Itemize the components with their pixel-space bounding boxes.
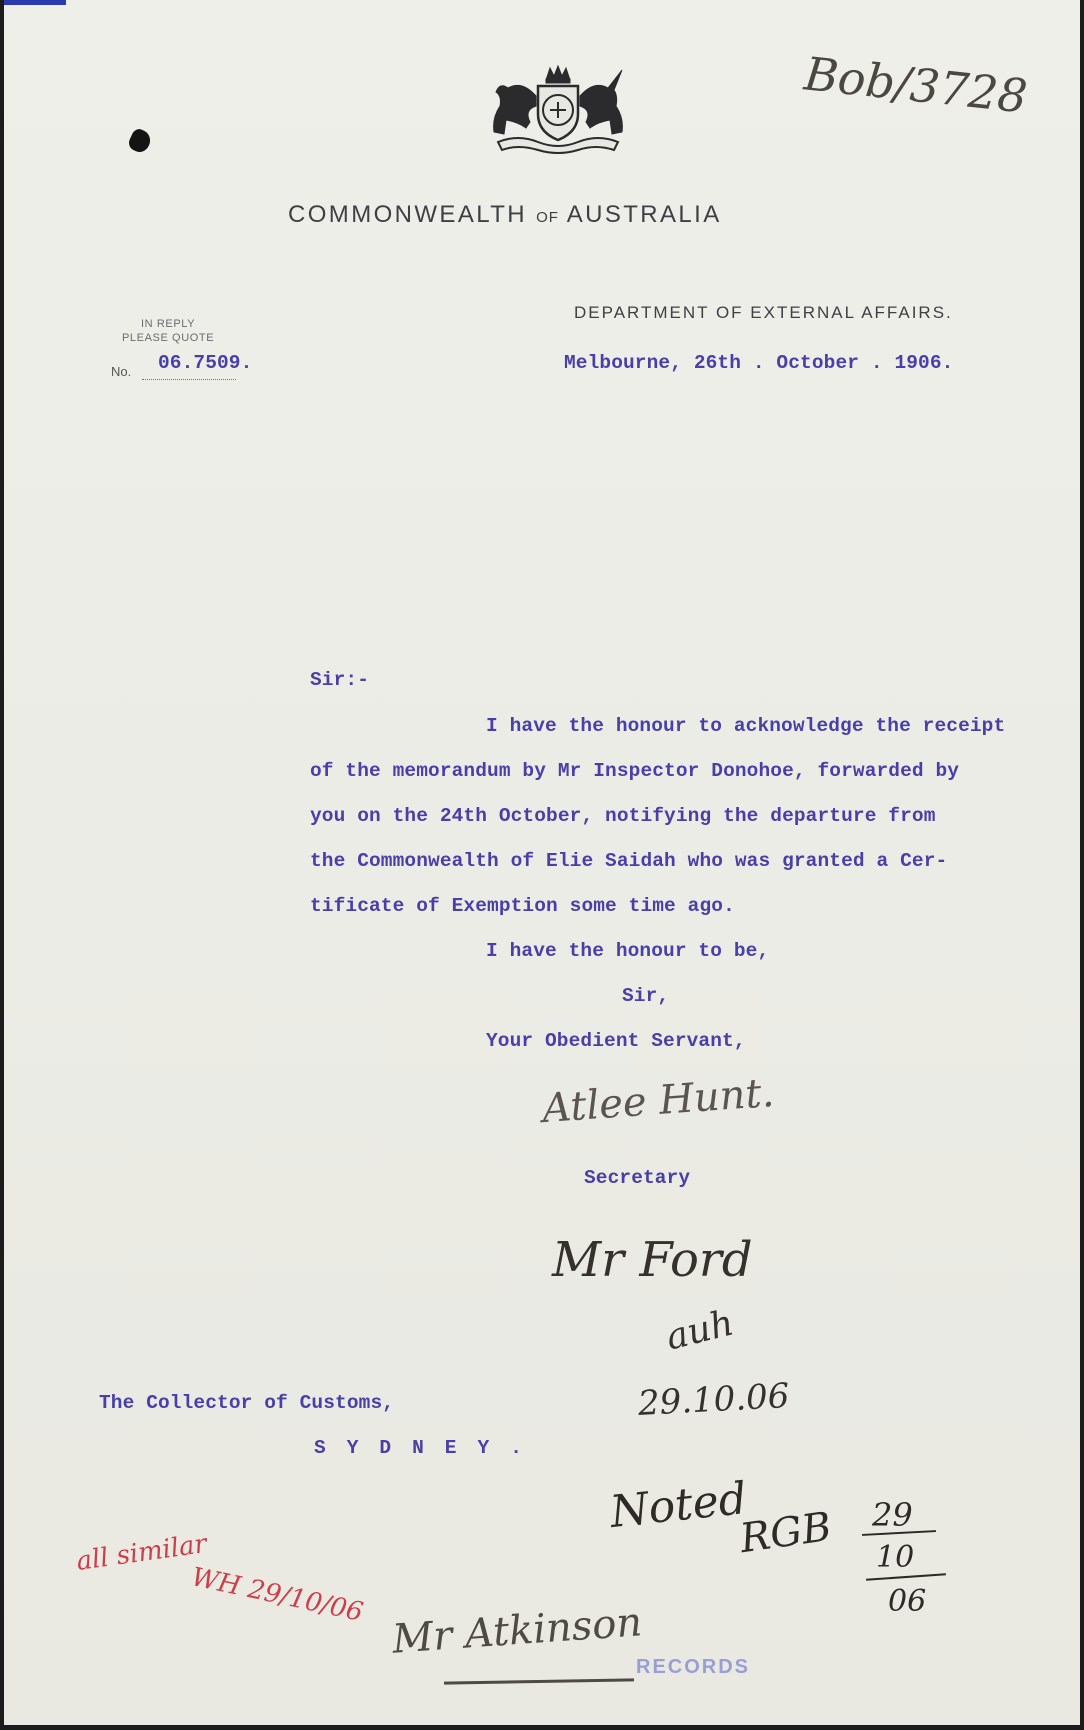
records-stamp: RECORDS (636, 1656, 751, 1678)
blue-corner-mark (4, 0, 66, 5)
addressee-line-2: SYDNEY. (314, 1437, 543, 1459)
annotation-fraction-bottom: 06 (888, 1584, 927, 1619)
body-line-2: of the memorandum by Mr Inspector Donohoe, forwarded by (310, 760, 960, 782)
annotation-red-date: WH 29/10/06 (188, 1562, 366, 1628)
annotation-atkinson: Mr Atkinson (390, 1599, 644, 1663)
body-line-1: I have the honour to acknowledge the receipt (486, 715, 1006, 737)
letter-sheet (4, 0, 1080, 1725)
department-heading: DEPARTMENT OF EXTERNAL AFFAIRS. (574, 303, 953, 322)
letterhead-word-australia: AUSTRALIA (566, 201, 722, 228)
number-dotted-rule (142, 379, 236, 380)
file-annotation: Bob/3728 (801, 46, 1030, 124)
reference-number: 06.7509. (158, 352, 253, 374)
letterhead-word-commonwealth: COMMONWEALTH (288, 201, 528, 228)
annotation-date: 29.10.06 (637, 1376, 791, 1424)
salutation: Sir:- (310, 669, 370, 691)
body-line-3: you on the 24th October, notifying the departure from (310, 805, 936, 827)
annotation-fraction-mid: 10 (876, 1540, 915, 1575)
reply-instruction (122, 317, 214, 345)
annotation-noted: Noted (607, 1472, 750, 1539)
body-line-4: the Commonwealth of Elie Saidah who was granted a Cer- (310, 850, 948, 872)
letterhead-title (288, 201, 722, 229)
reply-line-2: PLEASE QUOTE (122, 332, 215, 344)
date-line: Melbourne, 26th . October . 1906. (564, 352, 954, 374)
reply-line-1: IN REPLY (141, 318, 196, 330)
addressee-line-1: The Collector of Customs, (99, 1392, 395, 1414)
annotation-red-note: all similar (74, 1529, 209, 1577)
closing-line-3: Your Obedient Servant, (486, 1030, 746, 1052)
ink-blot (126, 127, 153, 155)
letterhead-word-of: OF (536, 209, 559, 226)
number-label: No. (111, 364, 132, 379)
annotation-noted-initials: RGB (737, 1503, 835, 1563)
annotation-mr-ford: Mr Ford (552, 1232, 753, 1288)
signature: Atlee Hunt. (540, 1069, 776, 1133)
annotation-fraction-top: 29 (872, 1496, 913, 1534)
closing-line-1: I have the honour to be, (486, 940, 770, 962)
coat-of-arms-icon (478, 62, 638, 154)
body-line-5: tificate of Exemption some time ago. (310, 895, 735, 917)
closing-line-2: Sir, (622, 985, 670, 1007)
atkinson-underline (444, 1678, 634, 1684)
annotation-initials: auh (662, 1302, 738, 1359)
signatory-title: Secretary (584, 1167, 691, 1189)
